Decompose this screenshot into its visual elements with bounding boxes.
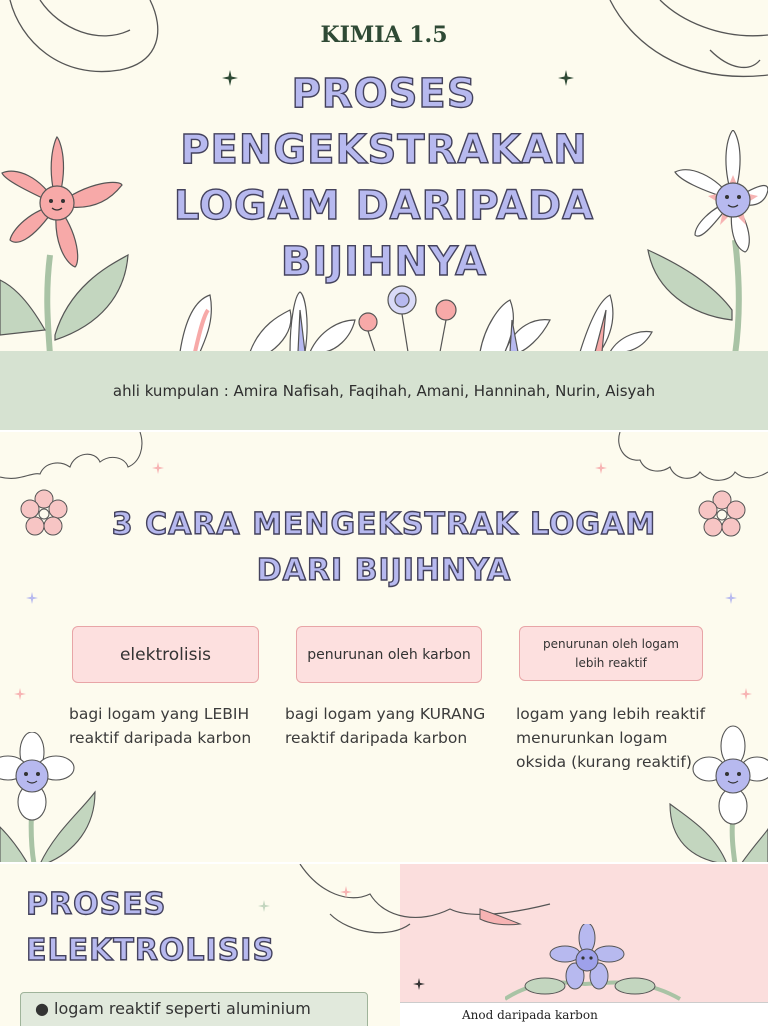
title-slide xyxy=(0,0,768,430)
method-box-elektrolisis xyxy=(72,626,259,683)
method-description: bagi logam yang LEBIH reaktif daripada karbon xyxy=(69,705,252,747)
electrolysis-diagram-image xyxy=(400,1002,768,1026)
pink-blossom-icon xyxy=(18,487,70,539)
elektrolisis-slide xyxy=(0,862,768,1026)
slide-title xyxy=(26,882,275,974)
image-caption: Anod daripada karbon xyxy=(462,1008,598,1022)
pink-blossom-icon xyxy=(696,488,748,540)
pink-flower-icon xyxy=(0,135,135,355)
members-text: ahli kumpulan : Amira Nafisah, Faqihah, Amani, Hanninah, Nurin, Aisyah xyxy=(112,381,656,400)
method-label: penurunan oleh karbon xyxy=(307,646,471,663)
sparkle-icon xyxy=(340,886,352,898)
sparkle-icon xyxy=(725,592,737,604)
white-daffodil-icon xyxy=(0,732,100,864)
title-line: BIJIHNYA xyxy=(280,239,488,285)
title-line: LOGAM DARIPADA xyxy=(173,183,595,229)
sparkle-icon xyxy=(26,592,38,604)
bullet-text: logam reaktif seperti aluminium xyxy=(54,999,311,1018)
members-band xyxy=(0,351,768,430)
method-label: elektrolisis xyxy=(119,644,212,665)
bullet-dot-icon: ● xyxy=(35,999,55,1018)
slide-title xyxy=(100,502,668,594)
sparkle-icon xyxy=(595,462,607,474)
method-description: logam yang lebih reaktif menurunkan logam oksida (kurang reaktif) xyxy=(516,705,706,771)
method-box-logam-reaktif xyxy=(519,626,703,681)
lavender-flower-icon xyxy=(505,924,685,1004)
title-line: PENGEKSTRAKAN xyxy=(180,127,588,173)
sparkle-icon xyxy=(152,462,164,474)
title-line: ELEKTROLISIS xyxy=(26,933,276,968)
sparkle-icon xyxy=(413,978,425,990)
bullet-item xyxy=(20,992,368,1026)
method-label: penurunan oleh logam lebih reaktif xyxy=(543,636,679,670)
method-description: bagi logam yang KURANG reaktif daripada karbon xyxy=(285,705,486,747)
sparkle-icon xyxy=(740,688,752,700)
title-line: PROSES xyxy=(26,887,167,922)
methods-slide xyxy=(0,430,768,864)
title-line: 3 CARA MENGEKSTRAK LOGAM xyxy=(111,507,657,542)
slide-title xyxy=(140,66,628,290)
title-line: DARI BIJIHNYA xyxy=(256,553,512,588)
method-box-karbon xyxy=(296,626,482,683)
subject-label: KIMIA 1.5 xyxy=(320,22,448,48)
flower-row-icon xyxy=(140,280,660,352)
sparkle-icon xyxy=(14,688,26,700)
title-line: PROSES xyxy=(291,71,477,117)
